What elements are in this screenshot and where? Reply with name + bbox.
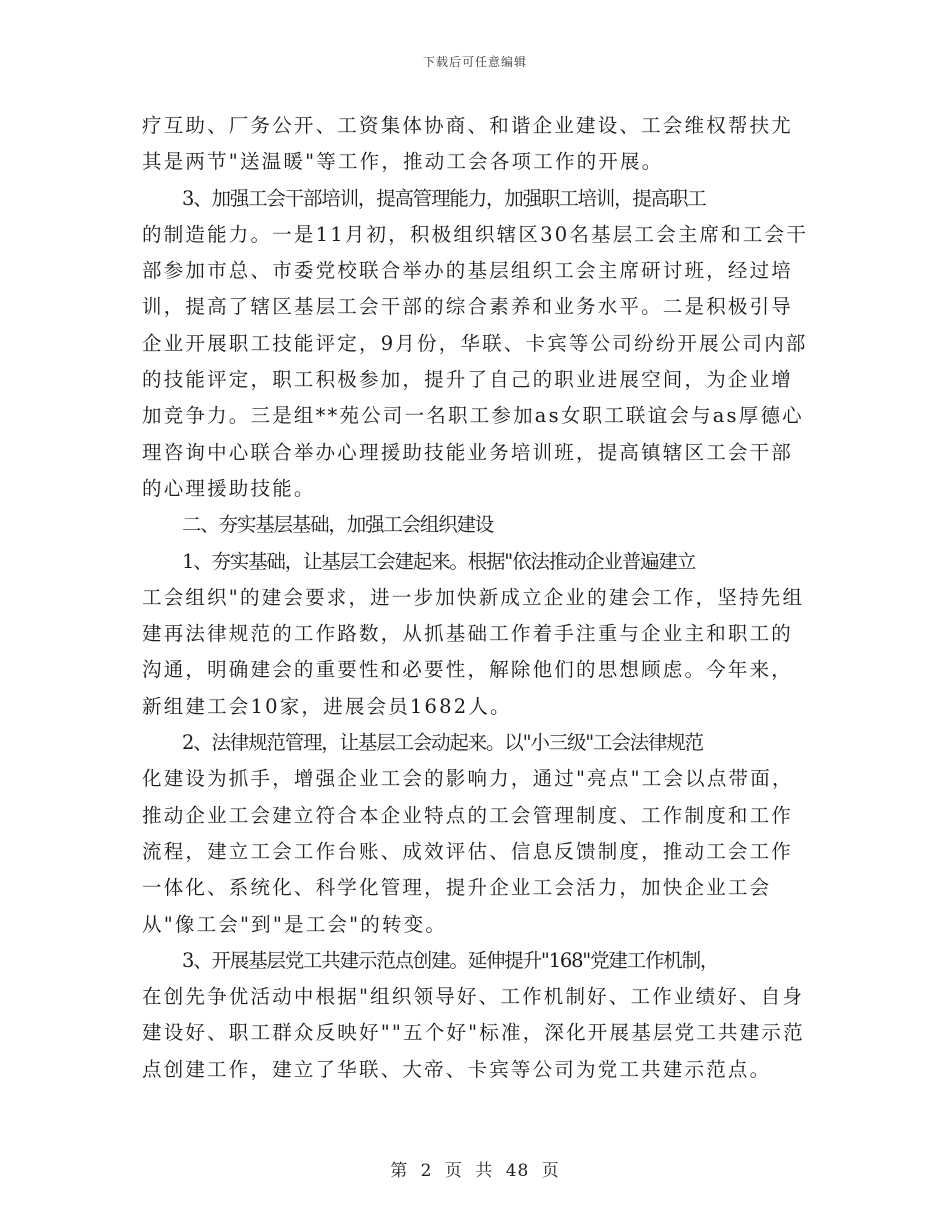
text-line: 理咨询中心联合举办心理援助技能业务培训班，提高镇辖区工会干部 [142,440,794,464]
text-line: 部参加市总、市委党校联合举办的基层组织工会主席研讨班，经过培 [142,259,794,283]
text-line: 疗互助、厂务公开、工资集体协商、和谐企业建设、工会维权帮扶尤 [142,114,794,137]
text-line: 流程，建立工会工作台账、成效评估、信息反馈制度，推动工会工作 [142,839,794,863]
header-note: 下载后可任意编辑 [422,55,527,69]
text-line: 建再法律规范的工作路数，从抓基础工作着手注重与企业主和职工的 [142,622,794,646]
text-line: 的心理援助技能。 [142,476,316,500]
text-line: 新组建工会10家，进展会员1682人。 [142,694,512,718]
text-line: 二、夯实基层基础，加强工会组织建设 [182,513,494,537]
text-line: 企业开展职工技能评定，9月份，华联、卡宾等公司纷纷开展公司内部 [142,331,808,355]
text-line: 建设好、职工群众反映好""五个好"标准，深化开展基层党工共建示范 [142,1021,805,1045]
text-line: 3、开展基层党工共建示范点创建。延伸提升"168"党建工作机制， [182,948,719,972]
text-line: 2、法律规范管理，让基层工会动起来。以"小三级"工会法律规范 [182,731,703,755]
text-line: 训，提高了辖区基层工会干部的综合素养和业务水平。二是积极引导 [142,295,794,319]
text-line: 的技能评定，职工积极参加，提升了自己的职业进展空间，为企业增 [142,368,794,392]
text-line: 化建设为抓手，增强企业工会的影响力，通过"亮点"工会以点带面， [142,767,794,791]
text-line: 从"像工会"到"是工会"的转变。 [142,912,448,936]
text-line: 推动企业工会建立符合本企业特点的工会管理制度、工作制度和工作 [142,803,794,827]
page-number: 第 2 页 共 48 页 [390,1161,560,1181]
text-line: 3、加强工会干部培训，提高管理能力，加强职工培训，提高职工 [182,186,706,210]
text-line: 其是两节"送温暖"等工作，推动工会各项工作的开展。 [142,150,664,174]
text-line: 点创建工作，建立了华联、大帝、卡宾等公司为党工共建示范点。 [142,1057,772,1081]
text-line: 工会组织"的建会要求，进一步加快新成立企业的建会工作，坚持先组 [142,585,805,609]
text-line: 在创先争优活动中根据"组织领导好、工作机制好、工作业绩好、自身 [142,985,805,1009]
text-line: 的制造能力。一是11月初，积极组织辖区30名基层工会主席和工会干 [142,222,809,246]
text-line: 沟通，明确建会的重要性和必要性，解除他们的思想顾虑。今年来， [142,658,794,682]
document-body [142,108,812,1088]
text-line: 1、夯实基础，让基层工会建起来。根据"依法推动企业普遍建立 [182,549,696,573]
text-line: 一体化、系统化、科学化管理，提升企业工会活力，加快企业工会 [142,876,772,900]
text-line: 加竞争力。三是组**苑公司一名职工参加as女职工联谊会与as厚德心 [142,404,804,428]
